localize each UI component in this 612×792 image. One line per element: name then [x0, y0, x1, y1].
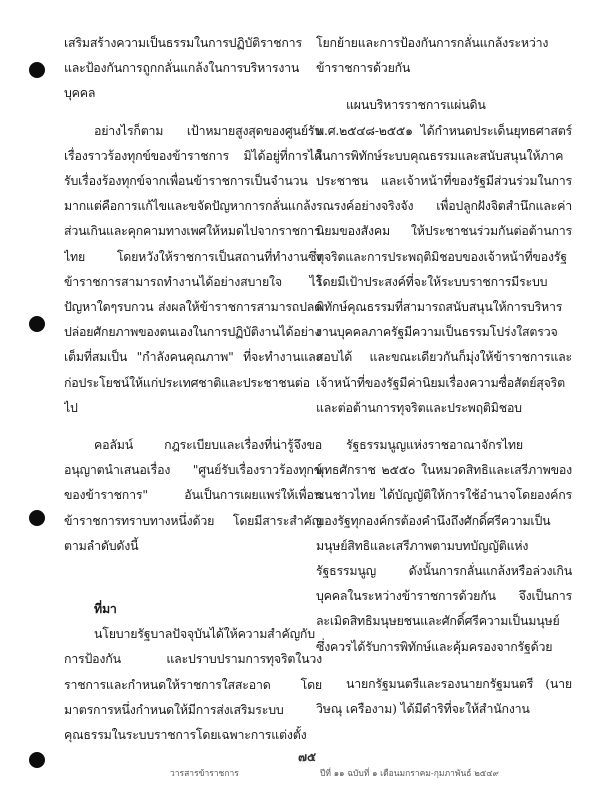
paragraph-continued: เสริมสร้างความเป็นธรรมในการปฏิบัติราชการและป้องกันการถูกกลั่นแกล้งในการบริหารงานบุคคล	[64, 35, 302, 101]
page-number: ๗๕	[297, 750, 317, 764]
punch-hole-mark	[29, 316, 45, 332]
right-column	[316, 30, 572, 730]
paragraph-goal: อย่างไรก็ตาม เป้าหมายสูงสุดของศูนย์รับเรื่องราวร้องทุกข์ของข้าราชการ มิได้อยู่ที่การได้รับเรื่องร้องทุกข์จากเพื่อนข้าราชการเป็นจำนวนมากแต่คือการแก้ไขและขจัดปัญหาการกลั่นแกล้ง ส่วนเกินและคุกคามทางเพศให้หมดไปจากราชการไทย โดยหวังให้ราชการเป็นสถานที่ทำงานซึ่งข้าราชการสามารถทำงานได้อย่างสบายใจ ไร้ปัญหาใดๆรบกวน ส่งผลให้ข้าราชการสามารถปลดปล่อยศักยภาพของตนเองในการปฏิบัติงานได้อย่างเต็มที่สมเป็น "กำลังคนคุณภาพ" ที่จะทำงานและก่อประโยชน์ให้แก่ประเทศชาติและประชาชนต่อไป	[64, 122, 322, 415]
paragraph-government-policy: นโยบายรัฐบาลปัจจุบันได้ให้ความสำคัญกับการป้องกัน และปราบปรามการทุจริตในวงราชการและกำหนดให้ราชการใสสะอาด โดยมาตรการหนึ่งกำหนดให้มีการส่งเสริมระบบคุณธรรมในระบบราชการโดยเฉพาะการแต่งตั้ง	[64, 626, 322, 743]
left-column	[64, 30, 322, 750]
paragraph-column-intro: คอลัมน์ กฎระเบียบและเรื่องที่น่ารู้จึงขออนุญาตนำเสนอเรื่อง "ศูนย์รับเรื่องราวร้องทุกข์ของข้าราชการ" อันเป็นการเผยแพร่ให้เพื่อนข้าราชการทราบทางหนึ่งด้วย โดยมีสาระสำคัญตามลำดับดังนี้	[64, 437, 322, 553]
paragraph-constitution: รัฐธรรมนูญแห่งราชอาณาจักรไทย พุทธศักราช ๒๕๕๐ ในหมวดสิทธิและเสรีภาพของชนชาวไทย ได้บัญญัติให้การใช้อำนาจโดยองค์กรของรัฐทุกองค์กรต้องคำนึงถึงศักดิ์ศรีความเป็นมนุษย์สิทธิและเสรีภาพตามบทบัญญัติแห่งรัฐธรรมนูญ ดังนั้นการกลั่นแกล้งหรือล่วงเกินบุคคลในระหว่างข้าราชการด้วยกัน จึงเป็นการละเมิดสิทธิมนุษยชนและศักดิ์ศรีความเป็นมนุษย์ซึ่งควรได้รับการพิทักษ์และคุ้มครองจากรัฐด้วย	[316, 437, 572, 654]
section-heading-background: ที่มา	[94, 601, 117, 617]
punch-hole-mark	[29, 510, 45, 526]
paragraph-continued: โยกย้ายและการป้องกันการกลั่นแกล้งระหว่างข้าราชการด้วยกัน	[316, 35, 549, 76]
page-footer	[0, 748, 612, 788]
paragraph-prime-minister: นายกรัฐมนตรีและรองนายกรัฐมนตรี (นายวิษณุ เครืองาม) ได้มีดำริที่จะให้สำนักงาน	[316, 675, 572, 717]
punch-hole-mark	[29, 62, 45, 78]
journal-name: วารสารข้าราชการ	[170, 769, 239, 779]
issue-info: ปีที่ ๑๑ ฉบับที่ ๑ เดือนมกราคม-กุมภาพันธ์ ๒๕๔๙	[320, 769, 499, 779]
paragraph-administration-plan: แผนบริหารราชการแผ่นดิน พ.ศ.๒๕๔๘-๒๕๕๑ ได้กำหนดประเด็นยุทธศาสตร์ในการพิทักษ์ระบบคุณธรรมและสนับสนุนให้ภาคประชาชน และเจ้าหน้าที่ของรัฐมีส่วนร่วมในการรณรงค์อย่างจริงจัง เพื่อปลูกฝังจิตสำนึกและค่านิยมของสังคม ให้ประชาชนร่วมกันต่อต้านการทุจริตและการประพฤติมิชอบของเจ้าหน้าที่ของรัฐ โดยมีเป้าประสงค์ที่จะให้ระบบราชการมีระบบพิทักษ์คุณธรรมที่สามารถสนับสนุนให้การบริหารงานบุคคลภาครัฐมีความเป็นธรรมโปร่งใสตรวจสอบได้ และขณะเดียวกันก็มุ่งให้ข้าราชการและเจ้าหน้าที่ของรัฐมีค่านิยมเรื่องความซื่อสัตย์สุจริตและต่อต้านการทุจริตและประพฤติมิชอบ	[316, 97, 572, 415]
